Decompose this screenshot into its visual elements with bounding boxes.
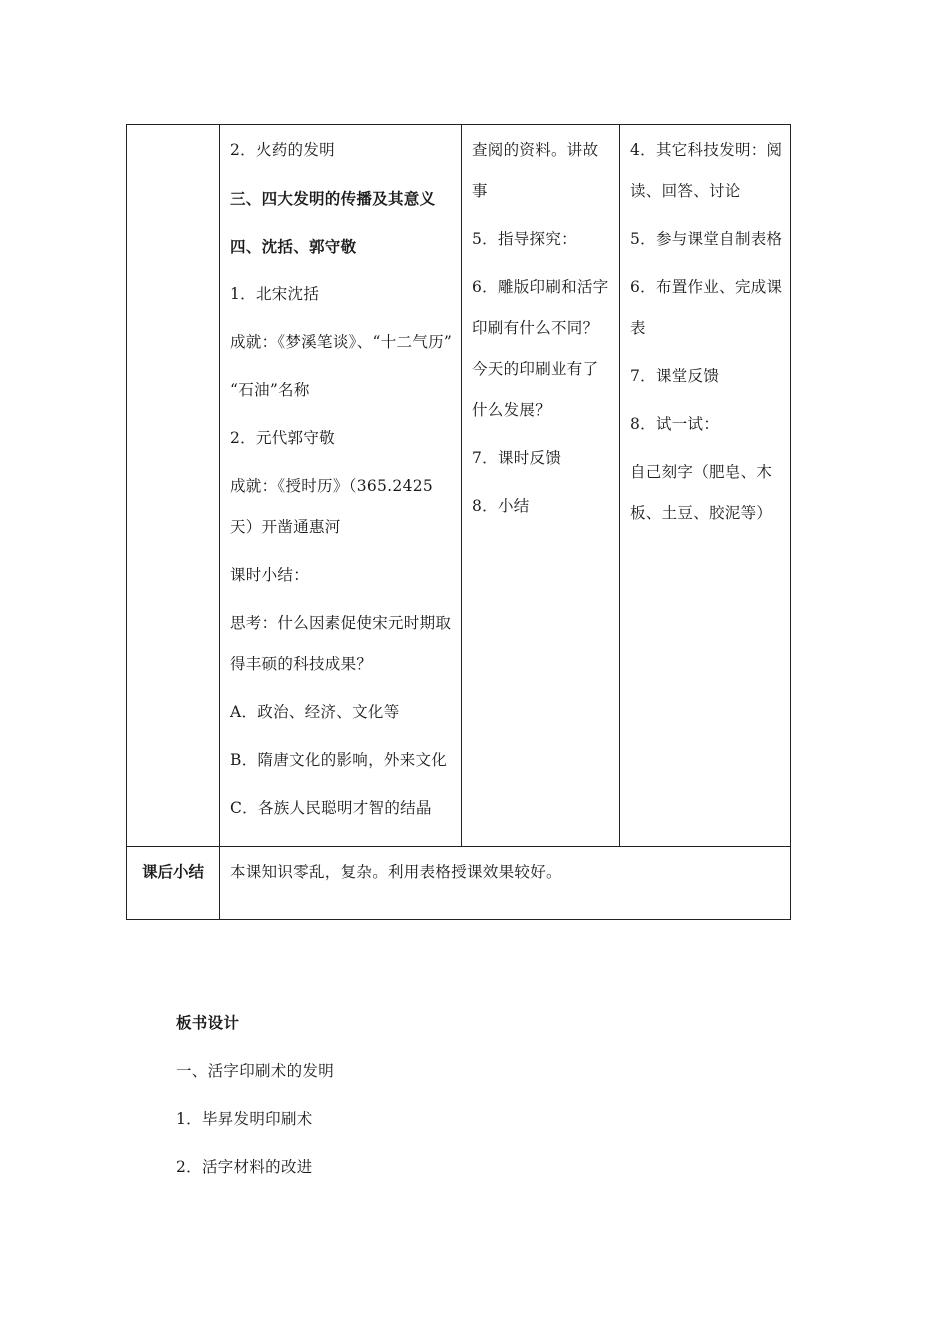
summary-text: 本课知识零乱，复杂。利用表格授课效果较好。 — [220, 847, 791, 920]
student-activity — [620, 125, 790, 551]
label-cell-empty — [127, 125, 220, 847]
student-step: 自己刻字（肥皂、木板、土豆、胶泥等） — [630, 463, 773, 522]
content-line: 课时小结： — [230, 566, 310, 584]
section-heading: 四、沈括、郭守敬 — [230, 237, 357, 256]
content-row — [127, 125, 791, 847]
teacher-step: 8．小结 — [472, 497, 530, 515]
student-step: 4．其它科技发明：阅读、回答、讨论 — [630, 141, 783, 200]
student-activity-cell — [620, 125, 791, 847]
lesson-plan-table — [126, 124, 791, 920]
content-line: 思考：什么因素促使宋元时期取得丰硕的科技成果？ — [230, 614, 452, 673]
content-line: 2．火药的发明 — [230, 141, 335, 159]
board-line: 一、活字印刷术的发明 — [176, 1062, 335, 1080]
summary-row — [127, 847, 791, 920]
board-design-section — [176, 1006, 334, 1198]
content-line: 成就：《授时历》（365.2425天）开凿通惠河 — [230, 477, 434, 536]
student-step: 8．试一试： — [630, 415, 720, 433]
student-step: 6．布置作业、完成课表 — [630, 278, 783, 337]
teaching-content — [220, 125, 461, 846]
content-line: A．政治、经济、文化等 — [230, 703, 400, 721]
teacher-step: 6．雕版印刷和活字印刷有什么不同？今天的印刷业有了什么发展？ — [472, 278, 609, 419]
content-line: “石油”名称 — [230, 381, 310, 399]
content-line: B．隋唐文化的影响，外来文化 — [230, 751, 448, 769]
section-heading: 三、四大发明的传播及其意义 — [230, 189, 436, 208]
content-line: 2．元代郭守敬 — [230, 429, 335, 447]
content-line: C．各族人民聪明才智的结晶 — [230, 799, 432, 817]
student-step: 5．参与课堂自制表格 — [630, 230, 783, 248]
teacher-step: 7．课时反馈 — [472, 449, 562, 467]
student-step: 7．课堂反馈 — [630, 367, 720, 385]
teacher-activity-cell — [462, 125, 620, 847]
teaching-content-cell — [220, 125, 462, 847]
teacher-activity — [462, 125, 619, 544]
content-line: 成就：《梦溪笔谈》、“十二气历” — [230, 333, 453, 351]
summary-label: 课后小结 — [127, 847, 220, 920]
teacher-step: 5．指导探究： — [472, 230, 577, 248]
content-line: 1．北宋沈括 — [230, 285, 320, 303]
board-line: 2．活字材料的改进 — [176, 1158, 313, 1176]
board-design-title: 板书设计 — [176, 1013, 240, 1032]
board-line: 1．毕昇发明印刷术 — [176, 1110, 313, 1128]
teacher-step: 查阅的资料。讲故事 — [472, 141, 599, 200]
